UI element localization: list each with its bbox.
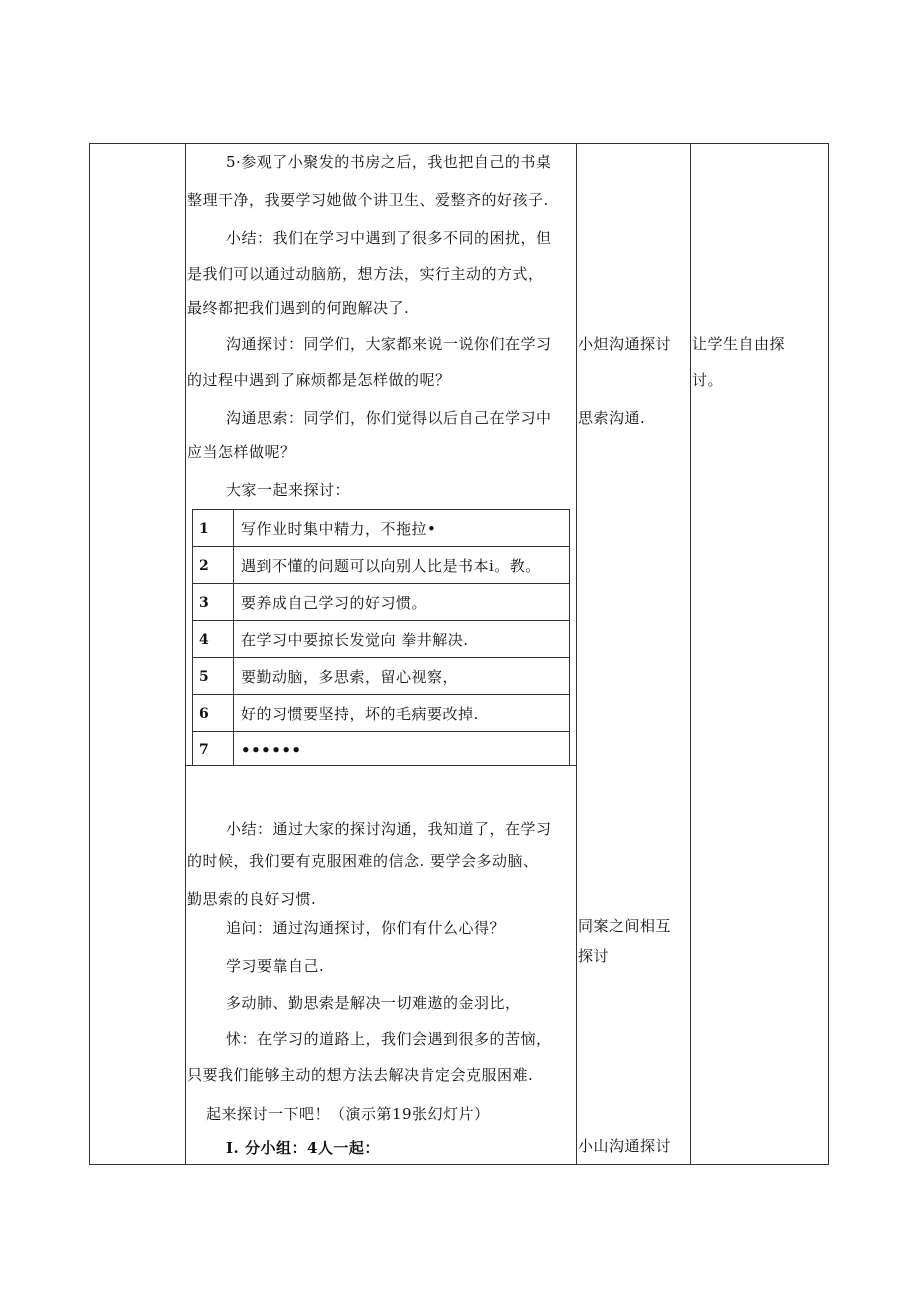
paragraph-line: 5·参观了小聚发的书房之后，我也把自己的书桌 [226,153,552,171]
column-divider [185,144,186,1164]
thinking-line: 沟通思索：同学们，你们觉得以后自己在学习中 [226,409,552,427]
student-activity: 同案之间相互 [578,917,672,935]
list-item: 写作业时集中精力，不拖拉• [241,520,437,538]
student-activity: 思索沟通. [578,409,646,427]
list-item-number: 5 [199,669,209,685]
summary-line: 小结：通过大家的探讨沟通，我知道了，在学习 [226,820,552,838]
answer-line: 多动肺、勤思索是解决一切难遨的金羽比， [226,994,521,1012]
student-activity: 小山沟通探讨 [578,1137,672,1155]
list-item: 好的习惯要坚持，坏的毛病要改掉. [241,705,479,723]
list-item-number: 2 [199,558,209,574]
list-row-divider [193,657,569,658]
lesson-table [89,143,829,1165]
discussion-prompt: 大家一起来探讨： [226,481,351,499]
follow-up-question: 追问：通过沟通探讨，你们有什么心得？ [226,919,506,937]
list-item-number: 6 [199,706,209,722]
student-activity: 小炟沟通探讨 [578,335,672,353]
list-row-divider [193,546,569,547]
design-purpose: 讨。 [692,371,724,389]
discussion-line: 的过程中遇到了麻烦都是怎样做的呢？ [187,371,451,389]
list-row-divider [193,694,569,695]
list-item: 在学习中要掠长发觉向 拳井解决. [241,631,469,649]
group-step: I. 分小组：4人一起： [226,1139,380,1157]
list-row-divider [193,620,569,621]
answer-line: 学习要靠自己. [226,957,325,975]
list-item-number: 7 [199,742,209,758]
list-item: •••••• [241,741,302,759]
paragraph-line: 整理干净，我要学习她做个讲卫生、爱整齐的好孩子. [187,191,549,209]
list-row-divider [193,731,569,732]
list-item: 要养成自己学习的好习惯。 [241,594,428,612]
summary-line: 勤思索的良好习惯. [187,890,317,908]
student-activity: 探讨 [578,947,610,965]
summary-line: 是我们可以通过动脑筋，想方法，实行主动的方式， [187,265,544,283]
slide-note: 起来探讨一下吧！（演示第19张幻灯片） [206,1105,490,1123]
column-divider [690,144,691,1164]
conclusion-line: 怵：在学习的道路上，我们会遇到很多的苦恼， [226,1030,552,1048]
list-row-divider [193,583,569,584]
column-divider [576,144,577,1164]
list-item: 要勤动脑，多思索，留心视察， [241,668,459,686]
habits-list-table [192,509,570,766]
conclusion-line: 只要我们能够主动的想方法去解决肯定会克服困难. [187,1066,534,1084]
design-purpose: 让学生自由探 [692,335,786,353]
summary-line: 最终都把我们遇到的何跑解决了. [187,299,410,317]
list-item-number: 4 [199,632,209,648]
discussion-line: 沟通探讨：同学们，大家都来说一说你们在学习 [226,335,552,353]
summary-line: 小结：我们在学习中遇到了很多不同的困扰，但 [226,229,552,247]
list-item-number: 3 [199,595,209,611]
list-number-divider [233,510,234,765]
thinking-line: 应当怎样做呢？ [187,443,296,461]
summary-line: 的时候，我们要有克服困难的信念. 要学会多动脑、 [187,852,539,870]
list-item: 遇到不懂的问题可以向别人比是书本i。教。 [241,557,541,575]
list-item-number: 1 [199,521,209,537]
